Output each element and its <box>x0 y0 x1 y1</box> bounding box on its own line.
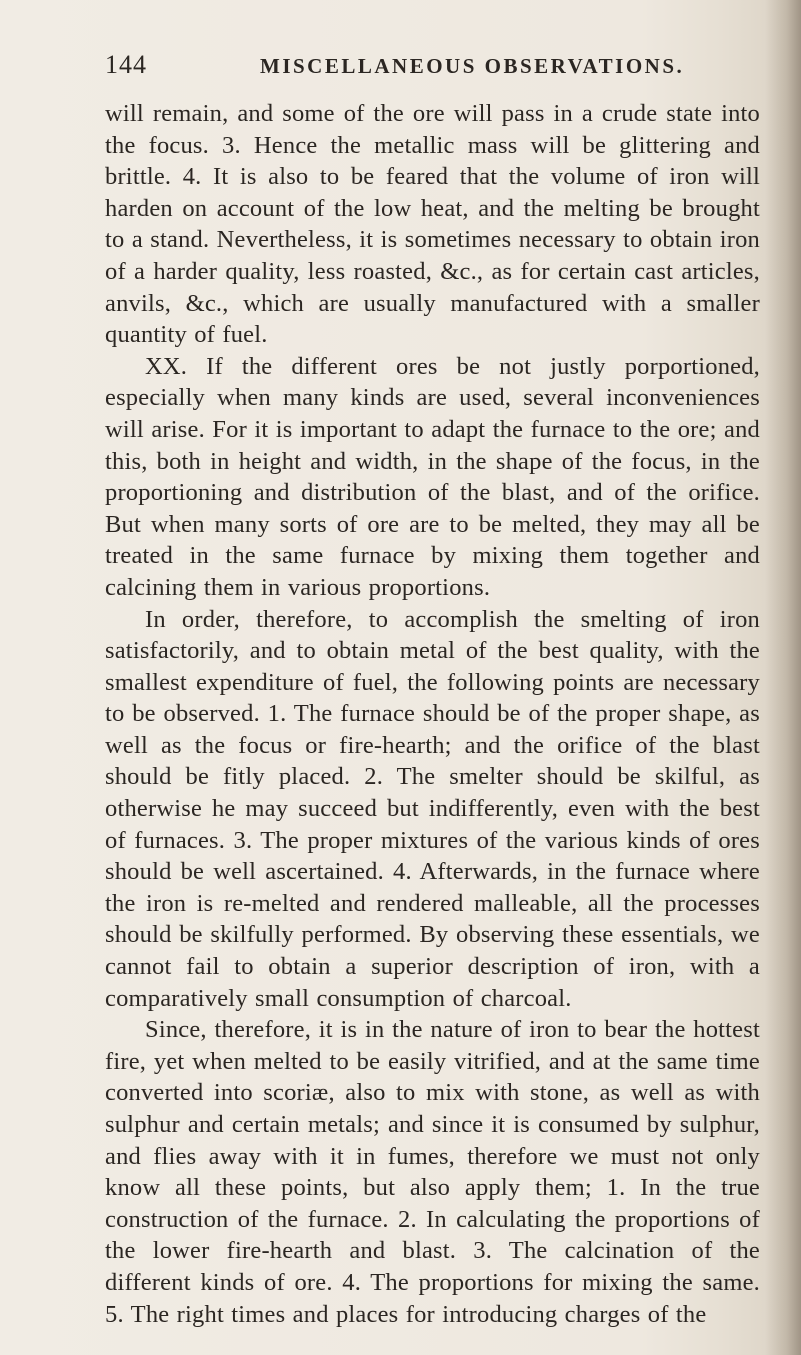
running-title: MISCELLANEOUS OBSERVATIONS. <box>260 54 685 78</box>
page-number: 144 <box>105 50 147 79</box>
binding-gutter-shadow <box>765 0 801 1355</box>
body-text <box>105 98 760 1330</box>
paragraph-2: XX. If the different ores be not justly porportioned, especially when many kinds are used, several inconveniences will arise. For it is important to adapt the furnace to the ore; and this, both in height and width, in the shape of the focus, in the proportioning and distribution of the blast, and of the orifice. But when many sorts of ore are to be melted, they may all be treated in the same furnace by mixing them together and calcining them in various proportions. <box>105 352 760 601</box>
paragraph-3: In order, therefore, to accomplish the smelting of iron satisfactorily, and to obtain metal of the best quality, with the smallest expenditure of fuel, the following points are necessary to be observed. 1. The furnace should be of the proper shape, as well as the focus or fire-hearth; and the orifice of the blast should be fitly placed. 2. The smelter should be skilful, as otherwise he may succeed but indifferently, even with the best of furnaces. 3. The proper mixtures of the various kinds of ores should be well ascertained. 4. Afterwards, in the furnace where the iron is re-melted and rendered malleable, all the processes should be skilfully performed. By observing these essentials, we cannot fail to obtain a superior description of iron, with a comparatively small consumption of charcoal. <box>105 605 760 1012</box>
paragraph-4: Since, therefore, it is in the nature of iron to bear the hottest fire, yet when melted to be easily vitrified, and at the same time converted into scoriæ, also to mix with stone, as well as with sulphur and certain metals; and since it is consumed by sulphur, and flies away with it in fumes, therefore we must not only know all these points, but also apply them; 1. In the true construction of the furnace. 2. In calculating the proportions of the lower fire-hearth and blast. 3. The calcination of the different kinds of ore. 4. The proportions for mixing the same. 5. The right times and places for introducing charges of the <box>105 1016 760 1328</box>
page-header <box>105 50 760 80</box>
paragraph-1: will remain, and some of the ore will pass in a crude state into the focus. 3. Hence the metallic mass will be glittering and brittle. 4. It is also to be feared that the volume of iron will harden on account of the low heat, and the melting be brought to a stand. Nevertheless, it is sometimes necessary to obtain iron of a harder quality, less roasted, &c., as for certain cast articles, anvils, &c., which are usually manufactured with a smaller quantity of fuel. <box>105 100 760 349</box>
